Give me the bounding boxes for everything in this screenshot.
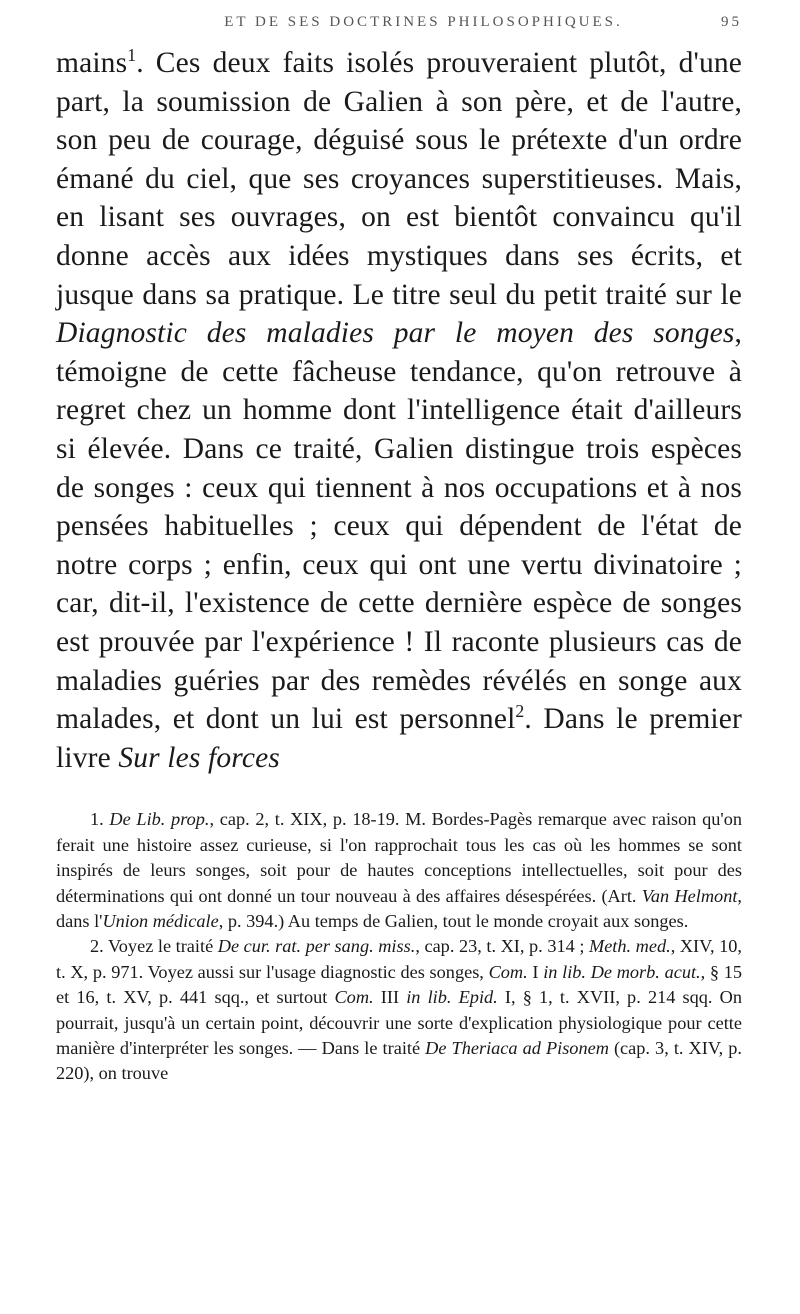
footnote-text: , cap. 23, t. XI, p. 314 ; <box>415 936 589 957</box>
footnote-1 <box>56 807 742 934</box>
page-number: 95 <box>721 14 742 30</box>
footnote-ref-2: 2 <box>515 701 525 722</box>
footnote-text: , XIV, 10, t. X, p. 971. Voyez aussi sur l'usage diagnostic des songes, <box>56 936 742 982</box>
footnote-text: 2. Voyez le traité <box>90 936 218 957</box>
footnote-text: I <box>527 961 544 982</box>
footnote-text: 1. <box>90 809 110 830</box>
footnote-italic: De cur. rat. per sang. miss. <box>217 936 416 957</box>
footnote-text: , dans l' <box>56 885 742 931</box>
footnote-italic: Van Helmont <box>641 885 738 906</box>
paragraph <box>56 44 742 777</box>
footnote-italic: in lib. De morb. acut. <box>543 961 701 982</box>
footnote-text: , p. 394.) Au temps de Galien, tout le monde croyait aux songes. <box>218 910 689 931</box>
text-run: mains <box>56 47 128 79</box>
footnote-italic: Union médicale <box>102 910 219 931</box>
footnote-text: III <box>373 987 407 1008</box>
footnote-text: I, § 1, t. XVII, p. 214 sqq. On pourrait, jusqu'à un certain point, découvrir une sorte d'explication physiologique pour cette manière d'interpréter les songes. — Dans le traité <box>56 987 743 1058</box>
text-run: . Dans le premier livre <box>56 703 742 774</box>
footnote-text: (cap. 3, t. XIV, p. 220), on trouve <box>56 1037 743 1084</box>
italic-title: Sur les forces <box>118 741 280 774</box>
footnote-italic: Com. <box>334 987 374 1008</box>
main-text <box>56 44 742 777</box>
footnote-2 <box>56 934 742 1086</box>
footnote-ref-1: 1 <box>127 45 137 66</box>
footnote-text: , cap. 2, t. XIX, p. 18-19. M. Bordes-Pagès remarque avec raison qu'on ferait une histoire assez curieuse, si l'on rapprochait tous les cas où les hommes se sont inspirés de leurs songes, soit pour de hautes conceptions intellectuelles, soit pour des déterminations qui ont donné un tour nouveau à des affaires désespérées. (Art. <box>56 809 742 906</box>
footnote-italic: Com. <box>488 961 528 982</box>
text-run: , témoigne de cette fâcheuse tendance, qu'on retrouve à regret chez un homme dont l'intelligence était d'ailleurs si élevée. Dans ce traité, Galien distingue trois espèces de songes : ceux qui tiennent à nos occupations et à nos pensées habituelles ; ceux qui dépendent de l'état de notre corps ; enfin, ceux qui ont une vertu divinatoire ; car, dit-il, l'existence de cette dernière espèce de songes est prouvée par l'expérience ! Il raconte plusieurs cas de maladies guéries par des remèdes révélés en songe aux malades, et dont un lui est personnel <box>56 317 742 736</box>
running-head <box>56 14 742 42</box>
footnotes <box>56 807 742 1086</box>
running-title: ET DE SES DOCTRINES PHILOSOPHIQUES. <box>224 14 623 30</box>
text-run: . Ces deux faits isolés prouveraient plutôt, d'une part, la soumission de Galien à son père, et de l'autre, son peu de courage, déguisé sous le prétexte d'un ordre émané du ciel, que ses croyances superstitieuses. Mais, en lisant ses ouvrages, on est bientôt convaincu qu'il donne accès aux idées mystiques dans ses écrits, et jusque dans sa pratique. Le titre seul du petit traité sur le <box>56 47 742 311</box>
footnote-italic: Meth. med. <box>588 936 671 957</box>
footnote-text: , § 15 et 16, t. XV, p. 441 sqq., et surtout <box>56 961 743 1008</box>
italic-title: Diagnostic des maladies par le moyen des songes <box>56 317 735 350</box>
footnote-italic: in lib. Epid. <box>406 987 498 1008</box>
footnote-italic: De Lib. prop. <box>109 809 210 830</box>
footnote-italic: De Theriaca ad Pisonem <box>425 1037 609 1058</box>
